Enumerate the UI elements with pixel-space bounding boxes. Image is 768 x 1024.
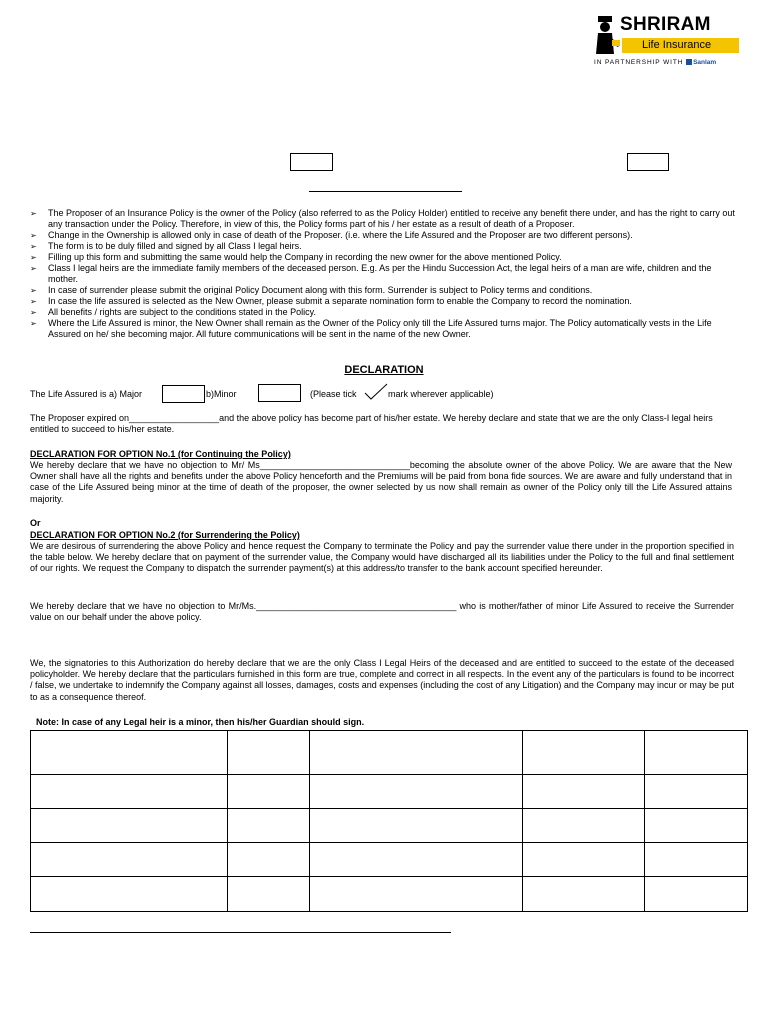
list-item: ➢ Class I legal heirs are the immediate family members of the deceased person. E.g. As per the Hindu Succession Act, the legal heirs of a man are wife, children and the mother. xyxy=(30,263,736,285)
logo-partnership xyxy=(594,59,716,66)
signatories-text: We, the signatories to this Authorization do hereby declare that we are the only Class I Legal Heirs of the deceased and are entitled to succeed to the estate of the deceased policyholder. We hereby declare that the particulars furnished in this form are true, complete and correct in all respects. In the event any of the particulars is found to be incorrect / false, we undertake to indemnify the Company against all losses, damages, costs and expenses (including the cost of any Litigation) and the Company may incur or may be put to as a consequence thereof. xyxy=(30,658,734,702)
list-item: ➢ In case of surrender please submit the original Policy Document along with this form. Surrender is subject to Policy terms and conditions. xyxy=(30,285,736,296)
table-cell[interactable] xyxy=(31,877,228,912)
table-cell[interactable] xyxy=(645,877,748,912)
table-cell[interactable] xyxy=(227,775,309,809)
tick-mark-icon xyxy=(364,383,388,401)
table-cell[interactable] xyxy=(227,731,309,775)
table-cell[interactable] xyxy=(227,809,309,843)
header-box-left[interactable] xyxy=(290,153,333,171)
signature-line[interactable] xyxy=(30,932,451,933)
option1-text: We hereby declare that we have no objection to Mr/ Ms______________________________becoming the absolute owner of the above Policy. We are aware that the New Owner shall have all the rights and benefits under the above Policy henceforth and the Premiums will be paid from bona fide sources. We are aware and fully understand that in case of the Life Assured being minor at the time of death of the proposer, the owner selected by us now shall remain as owner of the Policy only till the Life Assured attains majority. xyxy=(30,460,732,504)
declaration-title: DECLARATION xyxy=(344,364,424,376)
table-cell[interactable] xyxy=(523,809,645,843)
table-cell[interactable] xyxy=(309,843,523,877)
minor-checkbox[interactable] xyxy=(258,384,301,402)
table-cell[interactable] xyxy=(31,775,228,809)
partnership-text: IN PARTNERSHIP WITH xyxy=(594,59,684,66)
table-cell[interactable] xyxy=(227,843,309,877)
table-cell[interactable] xyxy=(309,877,523,912)
minor-label: b)Minor xyxy=(206,389,237,399)
list-item: ➢ The Proposer of an Insurance Policy is the owner of the Policy (also referred to as the Policy Holder) entitled to receive any benefit there under, and has the right to carry out any transaction under the Policy. Therefore, in view of this, the Policy forms part of his / her estate as a result of death of a Proposer. xyxy=(30,208,736,230)
list-item: ➢ All benefits / rights are subject to the conditions stated in the Policy. xyxy=(30,307,736,318)
proposer-expired-text: The Proposer expired on__________________and the above policy has become part of his/her estate. We hereby declare and state that we are the only Class-I legal heirs entitled to succeed to his/her estate. xyxy=(30,413,713,435)
company-logo xyxy=(592,14,742,72)
table-cell[interactable] xyxy=(31,843,228,877)
list-item: ➢ Change in the Ownership is allowed only in case of death of the Proposer. (i.e. where the Life Assured and the Proposer are two different persons). xyxy=(30,230,736,241)
table-cell[interactable] xyxy=(523,775,645,809)
header-box-right[interactable] xyxy=(627,153,669,171)
table-cell[interactable] xyxy=(645,731,748,775)
logo-name: SHRIRAM xyxy=(620,14,711,35)
minor-guardian-note: Note: In case of any Legal heir is a minor, then his/her Guardian should sign. xyxy=(36,717,365,727)
table-row xyxy=(31,877,748,912)
life-assured-major-label: The Life Assured is a) Major xyxy=(30,389,143,399)
table-cell[interactable] xyxy=(309,731,523,775)
table-cell[interactable] xyxy=(523,843,645,877)
major-checkbox[interactable] xyxy=(162,385,205,403)
sanlam-mark-icon xyxy=(686,59,692,65)
table-cell[interactable] xyxy=(645,775,748,809)
table-cell[interactable] xyxy=(31,809,228,843)
partner-name: Sanlam xyxy=(693,59,717,66)
option1-heading: DECLARATION FOR OPTION No.1 (for Continuing the Policy) xyxy=(30,449,291,459)
table-cell[interactable] xyxy=(523,731,645,775)
table-cell[interactable] xyxy=(645,809,748,843)
mascot-icon xyxy=(592,14,622,56)
list-item: ➢ Where the Life Assured is minor, the New Owner shall remain as the Owner of the Policy only till the Life Assured turns major. The Policy automatically vests in the Life Assured on he/ she becoming major. All future communications will be sent in the name of the new Owner. xyxy=(30,318,736,340)
table-row xyxy=(31,775,748,809)
legal-heirs-table xyxy=(30,730,748,912)
table-row xyxy=(31,809,748,843)
table-cell[interactable] xyxy=(645,843,748,877)
list-item: ➢ Filling up this form and submitting the same would help the Company in recording the new owner for the above mentioned Policy. xyxy=(30,252,736,263)
table-cell[interactable] xyxy=(31,731,228,775)
title-underline xyxy=(309,191,462,192)
tick-instruction-prefix: (Please tick xyxy=(310,389,357,399)
list-item: ➢ The form is to be duly filled and signed by all Class I legal heirs. xyxy=(30,241,736,252)
or-label: Or xyxy=(30,518,41,528)
table-row xyxy=(31,843,748,877)
logo-subtitle: Life Insurance xyxy=(622,38,739,53)
tick-instruction-suffix: mark wherever applicable) xyxy=(388,389,494,399)
table-row xyxy=(31,731,748,775)
table-cell[interactable] xyxy=(523,877,645,912)
table-cell[interactable] xyxy=(309,775,523,809)
option2-text: We are desirous of surrendering the above Policy and hence request the Company to terminate the Policy and pay the surrender value there under in the proportion specified in the table below. We hereby declare that on payment of the surrender value, the Company would have discharged all its liabilities under the Policy to the full and final settlement of our rights. We request the Company to dispatch the surrender payment(s) at this address/to transfer to the bank account specified hereunder. xyxy=(30,541,734,574)
table-cell[interactable] xyxy=(309,809,523,843)
instruction-list xyxy=(30,208,736,340)
option2-heading: DECLARATION FOR OPTION No.2 (for Surrendering the Policy) xyxy=(30,530,300,540)
minor-guardian-text: We hereby declare that we have no objection to Mr/Ms.________________________________________ who is mother/father of minor Life Assured to receive the Surrender value on our behalf under the above policy. xyxy=(30,601,734,623)
table-cell[interactable] xyxy=(227,877,309,912)
list-item: ➢ In case the life assured is selected as the New Owner, please submit a separate nomination form to enable the Company to record the nomination. xyxy=(30,296,736,307)
